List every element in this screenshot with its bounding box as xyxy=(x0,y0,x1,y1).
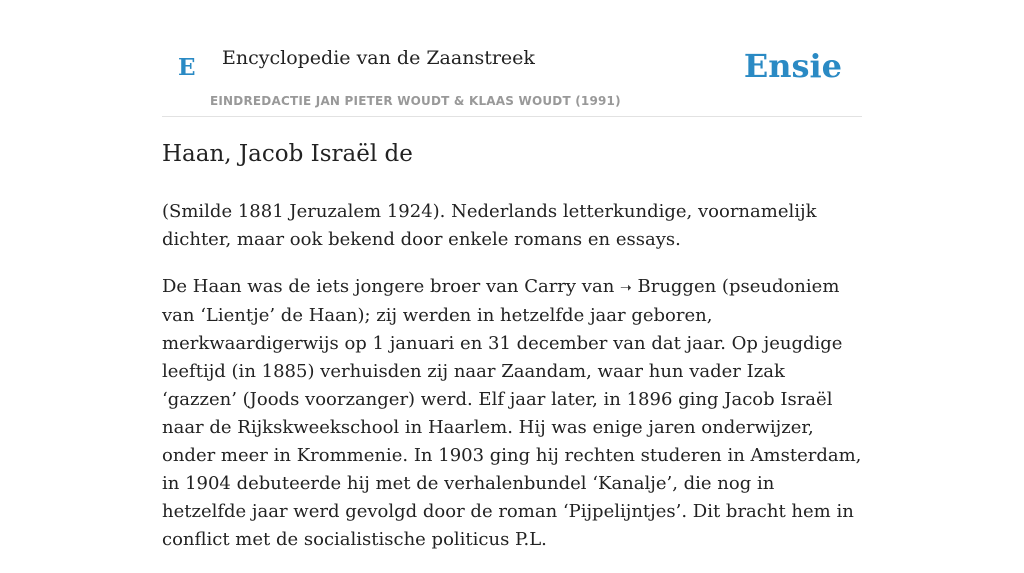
article-title: Haan, Jacob Israël de xyxy=(162,141,413,167)
article xyxy=(162,136,862,573)
bruggen-link-label: Bruggen xyxy=(637,276,717,297)
ensie-logo[interactable]: Ensie xyxy=(743,47,842,85)
book-logo-icon[interactable]: E xyxy=(178,54,196,81)
article-paragraph-1: (Smilde 1881 Jeruzalem 1924). Nederlands letterkundige, voornamelijk dichter, maar ook bekend door enkele romans en essays. xyxy=(162,201,817,250)
bruggen-link[interactable] xyxy=(620,276,716,297)
editors-credit: EINDREDACTIE JAN PIETER WOUDT & KLAAS WOUDT (1991) xyxy=(210,94,621,108)
header xyxy=(162,40,862,117)
book-title[interactable]: Encyclopedie van de Zaanstreek xyxy=(222,47,535,69)
arrow-icon: ➝ xyxy=(620,280,632,296)
paragraph-text-start: De Haan was de iets jongere broer van Carry van xyxy=(162,276,621,297)
article-paragraph-2 xyxy=(162,273,862,554)
paragraph-text-end: (pseudoniem van ‘Lientje’ de Haan); zij werden in hetzelfde jaar geboren, merkwaardigerwijs op 1 januari en 31 december van dat jaar. Op jeugdige leeftijd (in 1885) verhuisden zij naar Zaandam, waar hun vader Izak ‘gazzen’ (Joods voorzanger) werd. Elf jaar later, in 1896 ging Jacob Israël naar de Rijkskweekschool in Haarlem. Hij was enige jaren onderwijzer, onder meer in Krommenie. In 1903 ging hij rechten studeren in Amsterdam, in 1904 debuteerde hij met de verhalenbundel ‘Kanalje’, die nog in hetzelfde jaar werd gevolgd door de roman ‘Pijpelijntjes’. Dit bracht hem in conflict met de socialistische politicus P.L. xyxy=(162,276,862,550)
